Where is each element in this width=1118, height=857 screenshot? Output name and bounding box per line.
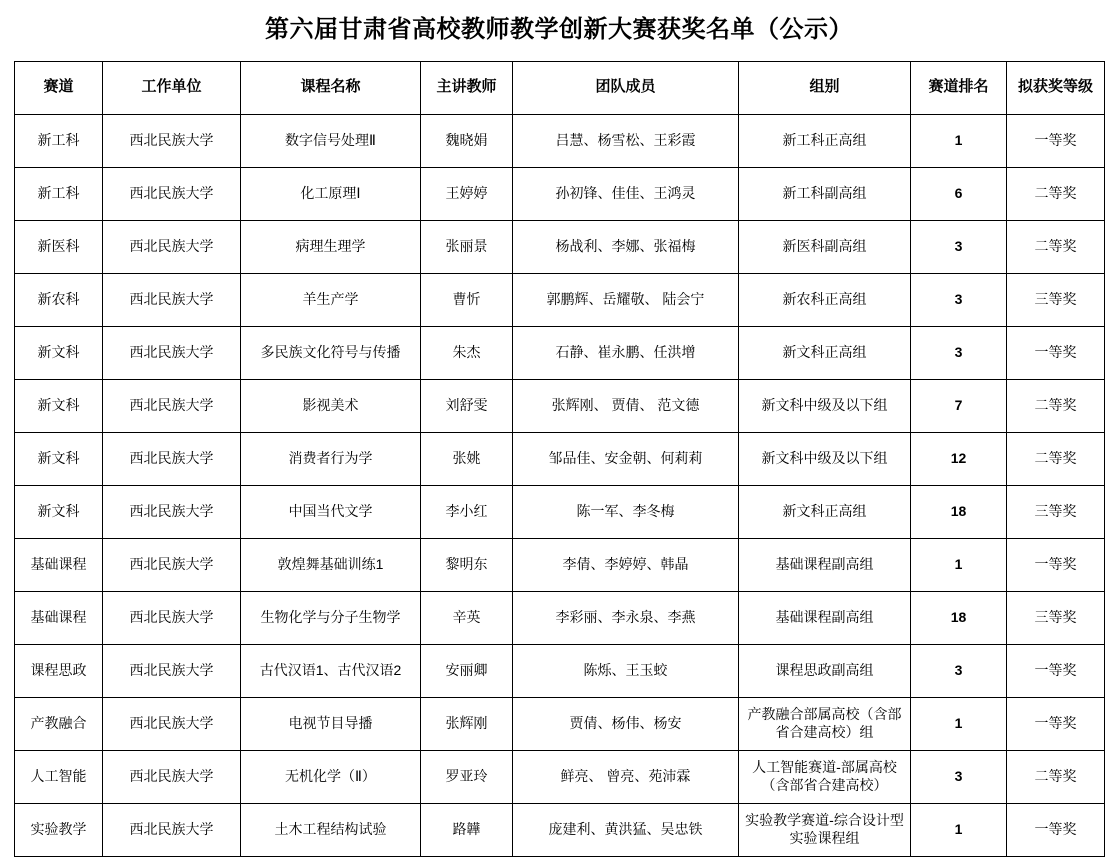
table-row <box>15 379 1105 432</box>
cell-award: 一等奖 <box>1007 803 1105 856</box>
table-header <box>15 61 1105 114</box>
cell-teacher: 王婷婷 <box>421 167 513 220</box>
cell-course: 敦煌舞基础训练1 <box>241 538 421 591</box>
cell-group: 新文科中级及以下组 <box>739 432 911 485</box>
table-row <box>15 114 1105 167</box>
cell-group: 新工科副高组 <box>739 167 911 220</box>
cell-course: 古代汉语1、古代汉语2 <box>241 644 421 697</box>
cell-members: 石静、崔永鹏、任洪增 <box>513 326 739 379</box>
cell-teacher: 路韡 <box>421 803 513 856</box>
cell-track: 新农科 <box>15 273 103 326</box>
cell-teacher: 曹忻 <box>421 273 513 326</box>
cell-award: 一等奖 <box>1007 538 1105 591</box>
table-row <box>15 750 1105 803</box>
cell-members: 吕慧、杨雪松、王彩霞 <box>513 114 739 167</box>
cell-track: 新文科 <box>15 326 103 379</box>
cell-course: 电视节目导播 <box>241 697 421 750</box>
cell-group: 基础课程副高组 <box>739 538 911 591</box>
cell-members: 邹品佳、安金朝、何莉莉 <box>513 432 739 485</box>
cell-course: 消费者行为学 <box>241 432 421 485</box>
cell-unit: 西北民族大学 <box>103 803 241 856</box>
cell-track: 新工科 <box>15 114 103 167</box>
cell-teacher: 辛英 <box>421 591 513 644</box>
cell-group: 新农科正高组 <box>739 273 911 326</box>
cell-teacher: 罗亚玲 <box>421 750 513 803</box>
table-row <box>15 167 1105 220</box>
cell-track: 新文科 <box>15 485 103 538</box>
cell-group: 课程思政副高组 <box>739 644 911 697</box>
cell-members: 孙初锋、佳佳、王鸿灵 <box>513 167 739 220</box>
cell-award: 二等奖 <box>1007 432 1105 485</box>
cell-rank: 12 <box>911 432 1007 485</box>
cell-rank: 3 <box>911 644 1007 697</box>
table-row <box>15 644 1105 697</box>
cell-award: 二等奖 <box>1007 220 1105 273</box>
cell-unit: 西北民族大学 <box>103 644 241 697</box>
cell-rank: 3 <box>911 326 1007 379</box>
cell-members: 陈一军、李冬梅 <box>513 485 739 538</box>
cell-members: 张辉刚、 贾倩、 范文德 <box>513 379 739 432</box>
cell-members: 杨战利、李娜、张福梅 <box>513 220 739 273</box>
cell-members: 郭鹏辉、岳耀敬、 陆会宁 <box>513 273 739 326</box>
cell-track: 新医科 <box>15 220 103 273</box>
table-row <box>15 697 1105 750</box>
cell-award: 一等奖 <box>1007 114 1105 167</box>
cell-unit: 西北民族大学 <box>103 591 241 644</box>
cell-rank: 18 <box>911 591 1007 644</box>
cell-award: 二等奖 <box>1007 750 1105 803</box>
cell-track: 产教融合 <box>15 697 103 750</box>
cell-teacher: 张姚 <box>421 432 513 485</box>
cell-teacher: 安丽卿 <box>421 644 513 697</box>
cell-track: 实验教学 <box>15 803 103 856</box>
column-header-members: 团队成员 <box>513 61 739 114</box>
cell-course: 多民族文化符号与传播 <box>241 326 421 379</box>
table-row <box>15 591 1105 644</box>
column-header-course: 课程名称 <box>241 61 421 114</box>
cell-members: 鲜亮、 曾亮、苑沛霖 <box>513 750 739 803</box>
cell-teacher: 李小红 <box>421 485 513 538</box>
column-header-unit: 工作单位 <box>103 61 241 114</box>
cell-rank: 3 <box>911 273 1007 326</box>
cell-course: 土木工程结构试验 <box>241 803 421 856</box>
cell-award: 三等奖 <box>1007 591 1105 644</box>
column-header-rank: 赛道排名 <box>911 61 1007 114</box>
cell-members: 李彩丽、李永泉、李燕 <box>513 591 739 644</box>
table-row <box>15 803 1105 856</box>
cell-group: 新医科副高组 <box>739 220 911 273</box>
table-header-row <box>15 61 1105 114</box>
cell-unit: 西北民族大学 <box>103 432 241 485</box>
table-row <box>15 538 1105 591</box>
cell-unit: 西北民族大学 <box>103 167 241 220</box>
cell-course: 数字信号处理Ⅱ <box>241 114 421 167</box>
column-header-track: 赛道 <box>15 61 103 114</box>
cell-award: 二等奖 <box>1007 379 1105 432</box>
cell-group: 实验教学赛道-综合设计型实验课程组 <box>739 803 911 856</box>
table-row <box>15 220 1105 273</box>
cell-rank: 1 <box>911 114 1007 167</box>
cell-unit: 西北民族大学 <box>103 485 241 538</box>
cell-rank: 7 <box>911 379 1007 432</box>
cell-unit: 西北民族大学 <box>103 750 241 803</box>
cell-track: 新文科 <box>15 432 103 485</box>
cell-unit: 西北民族大学 <box>103 697 241 750</box>
cell-rank: 6 <box>911 167 1007 220</box>
cell-group: 人工智能赛道-部属高校（含部省合建高校） <box>739 750 911 803</box>
cell-unit: 西北民族大学 <box>103 379 241 432</box>
cell-teacher: 张丽景 <box>421 220 513 273</box>
cell-course: 羊生产学 <box>241 273 421 326</box>
column-header-group: 组别 <box>739 61 911 114</box>
cell-members: 贾倩、杨伟、杨安 <box>513 697 739 750</box>
table-row <box>15 273 1105 326</box>
cell-teacher: 刘舒雯 <box>421 379 513 432</box>
cell-course: 化工原理Ⅰ <box>241 167 421 220</box>
cell-award: 一等奖 <box>1007 697 1105 750</box>
cell-award: 三等奖 <box>1007 485 1105 538</box>
cell-track: 新工科 <box>15 167 103 220</box>
cell-award: 三等奖 <box>1007 273 1105 326</box>
cell-unit: 西北民族大学 <box>103 220 241 273</box>
cell-rank: 18 <box>911 485 1007 538</box>
column-header-teacher: 主讲教师 <box>421 61 513 114</box>
cell-members: 庞建利、黄洪猛、吴忠铁 <box>513 803 739 856</box>
cell-track: 新文科 <box>15 379 103 432</box>
cell-teacher: 魏晓娟 <box>421 114 513 167</box>
cell-rank: 3 <box>911 220 1007 273</box>
cell-unit: 西北民族大学 <box>103 538 241 591</box>
cell-teacher: 黎明东 <box>421 538 513 591</box>
column-header-award: 拟获奖等级 <box>1007 61 1105 114</box>
cell-track: 基础课程 <box>15 538 103 591</box>
cell-track: 课程思政 <box>15 644 103 697</box>
cell-award: 一等奖 <box>1007 326 1105 379</box>
cell-course: 影视美术 <box>241 379 421 432</box>
cell-group: 新文科正高组 <box>739 326 911 379</box>
cell-teacher: 朱杰 <box>421 326 513 379</box>
cell-group: 基础课程副高组 <box>739 591 911 644</box>
cell-rank: 1 <box>911 697 1007 750</box>
cell-unit: 西北民族大学 <box>103 114 241 167</box>
cell-award: 二等奖 <box>1007 167 1105 220</box>
cell-group: 新工科正高组 <box>739 114 911 167</box>
cell-unit: 西北民族大学 <box>103 326 241 379</box>
cell-group: 新文科正高组 <box>739 485 911 538</box>
cell-course: 病理生理学 <box>241 220 421 273</box>
cell-course: 无机化学（Ⅱ） <box>241 750 421 803</box>
cell-members: 李倩、李婷婷、韩晶 <box>513 538 739 591</box>
cell-group: 新文科中级及以下组 <box>739 379 911 432</box>
table-row <box>15 432 1105 485</box>
cell-teacher: 张辉刚 <box>421 697 513 750</box>
table-row <box>15 326 1105 379</box>
award-list-table <box>14 61 1105 857</box>
page-title: 第六届甘肃省高校教师教学创新大赛获奖名单（公示） <box>265 16 853 43</box>
cell-group: 产教融合部属高校（含部省合建高校）组 <box>739 697 911 750</box>
table-row <box>15 485 1105 538</box>
cell-track: 基础课程 <box>15 591 103 644</box>
cell-members: 陈烁、王玉蛟 <box>513 644 739 697</box>
cell-course: 中国当代文学 <box>241 485 421 538</box>
table-body <box>15 114 1105 856</box>
cell-rank: 1 <box>911 803 1007 856</box>
cell-unit: 西北民族大学 <box>103 273 241 326</box>
cell-track: 人工智能 <box>15 750 103 803</box>
cell-course: 生物化学与分子生物学 <box>241 591 421 644</box>
cell-award: 一等奖 <box>1007 644 1105 697</box>
cell-rank: 1 <box>911 538 1007 591</box>
cell-rank: 3 <box>911 750 1007 803</box>
